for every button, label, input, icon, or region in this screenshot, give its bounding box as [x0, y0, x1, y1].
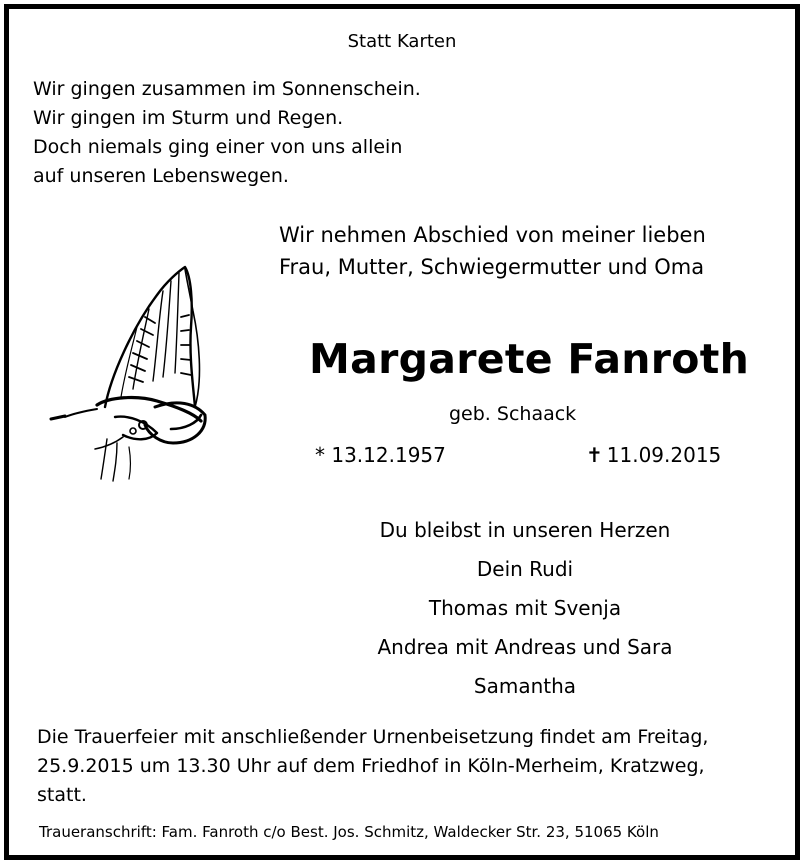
mourning-address: Traueranschrift: Fam. Fanroth c/o Best. Jos. Schmitz, Waldecker Str. 23, 51065 Köln: [39, 823, 659, 841]
closing-line: Dein Rudi: [476, 557, 574, 581]
poem: [33, 75, 421, 191]
closing-line: Du bleibst in unseren Herzen: [379, 518, 671, 542]
funeral-line: 25.9.2015 um 13.30 Uhr auf dem Friedhof in Köln-Merheim, Kratzweg,: [37, 755, 705, 777]
obituary-frame: [4, 4, 800, 860]
cross-icon: ✝: [586, 443, 603, 467]
closing-text: [305, 511, 745, 706]
birth-name: geb. Schaack: [449, 403, 577, 425]
praying-hands-icon: [45, 257, 215, 487]
closing-line: Andrea mit Andreas und Sara: [377, 635, 673, 659]
poem-line: Doch niemals ging einer von uns allein: [33, 136, 403, 158]
poem-line: Wir gingen im Sturm und Regen.: [33, 107, 344, 129]
death-date: 11.09.2015: [606, 443, 722, 467]
funeral-notice: [37, 723, 708, 810]
intro-text: [279, 219, 706, 283]
deceased-name: Margarete Fanroth: [309, 335, 750, 383]
death-date-line: [586, 443, 721, 467]
birth-date: * 13.12.1957: [315, 443, 446, 467]
intro-line: Wir nehmen Abschied von meiner lieben: [279, 223, 706, 247]
poem-line: Wir gingen zusammen im Sonnenschein.: [33, 78, 421, 100]
poem-line: auf unseren Lebenswegen.: [33, 165, 289, 187]
funeral-line: Die Trauerfeier mit anschließender Urnenbeisetzung findet am Freitag,: [37, 726, 709, 748]
funeral-line: statt.: [37, 784, 87, 806]
closing-line: Thomas mit Svenja: [428, 596, 622, 620]
header-text: Statt Karten: [347, 31, 457, 52]
intro-line: Frau, Mutter, Schwiegermutter und Oma: [279, 255, 705, 279]
closing-line: Samantha: [473, 674, 577, 698]
